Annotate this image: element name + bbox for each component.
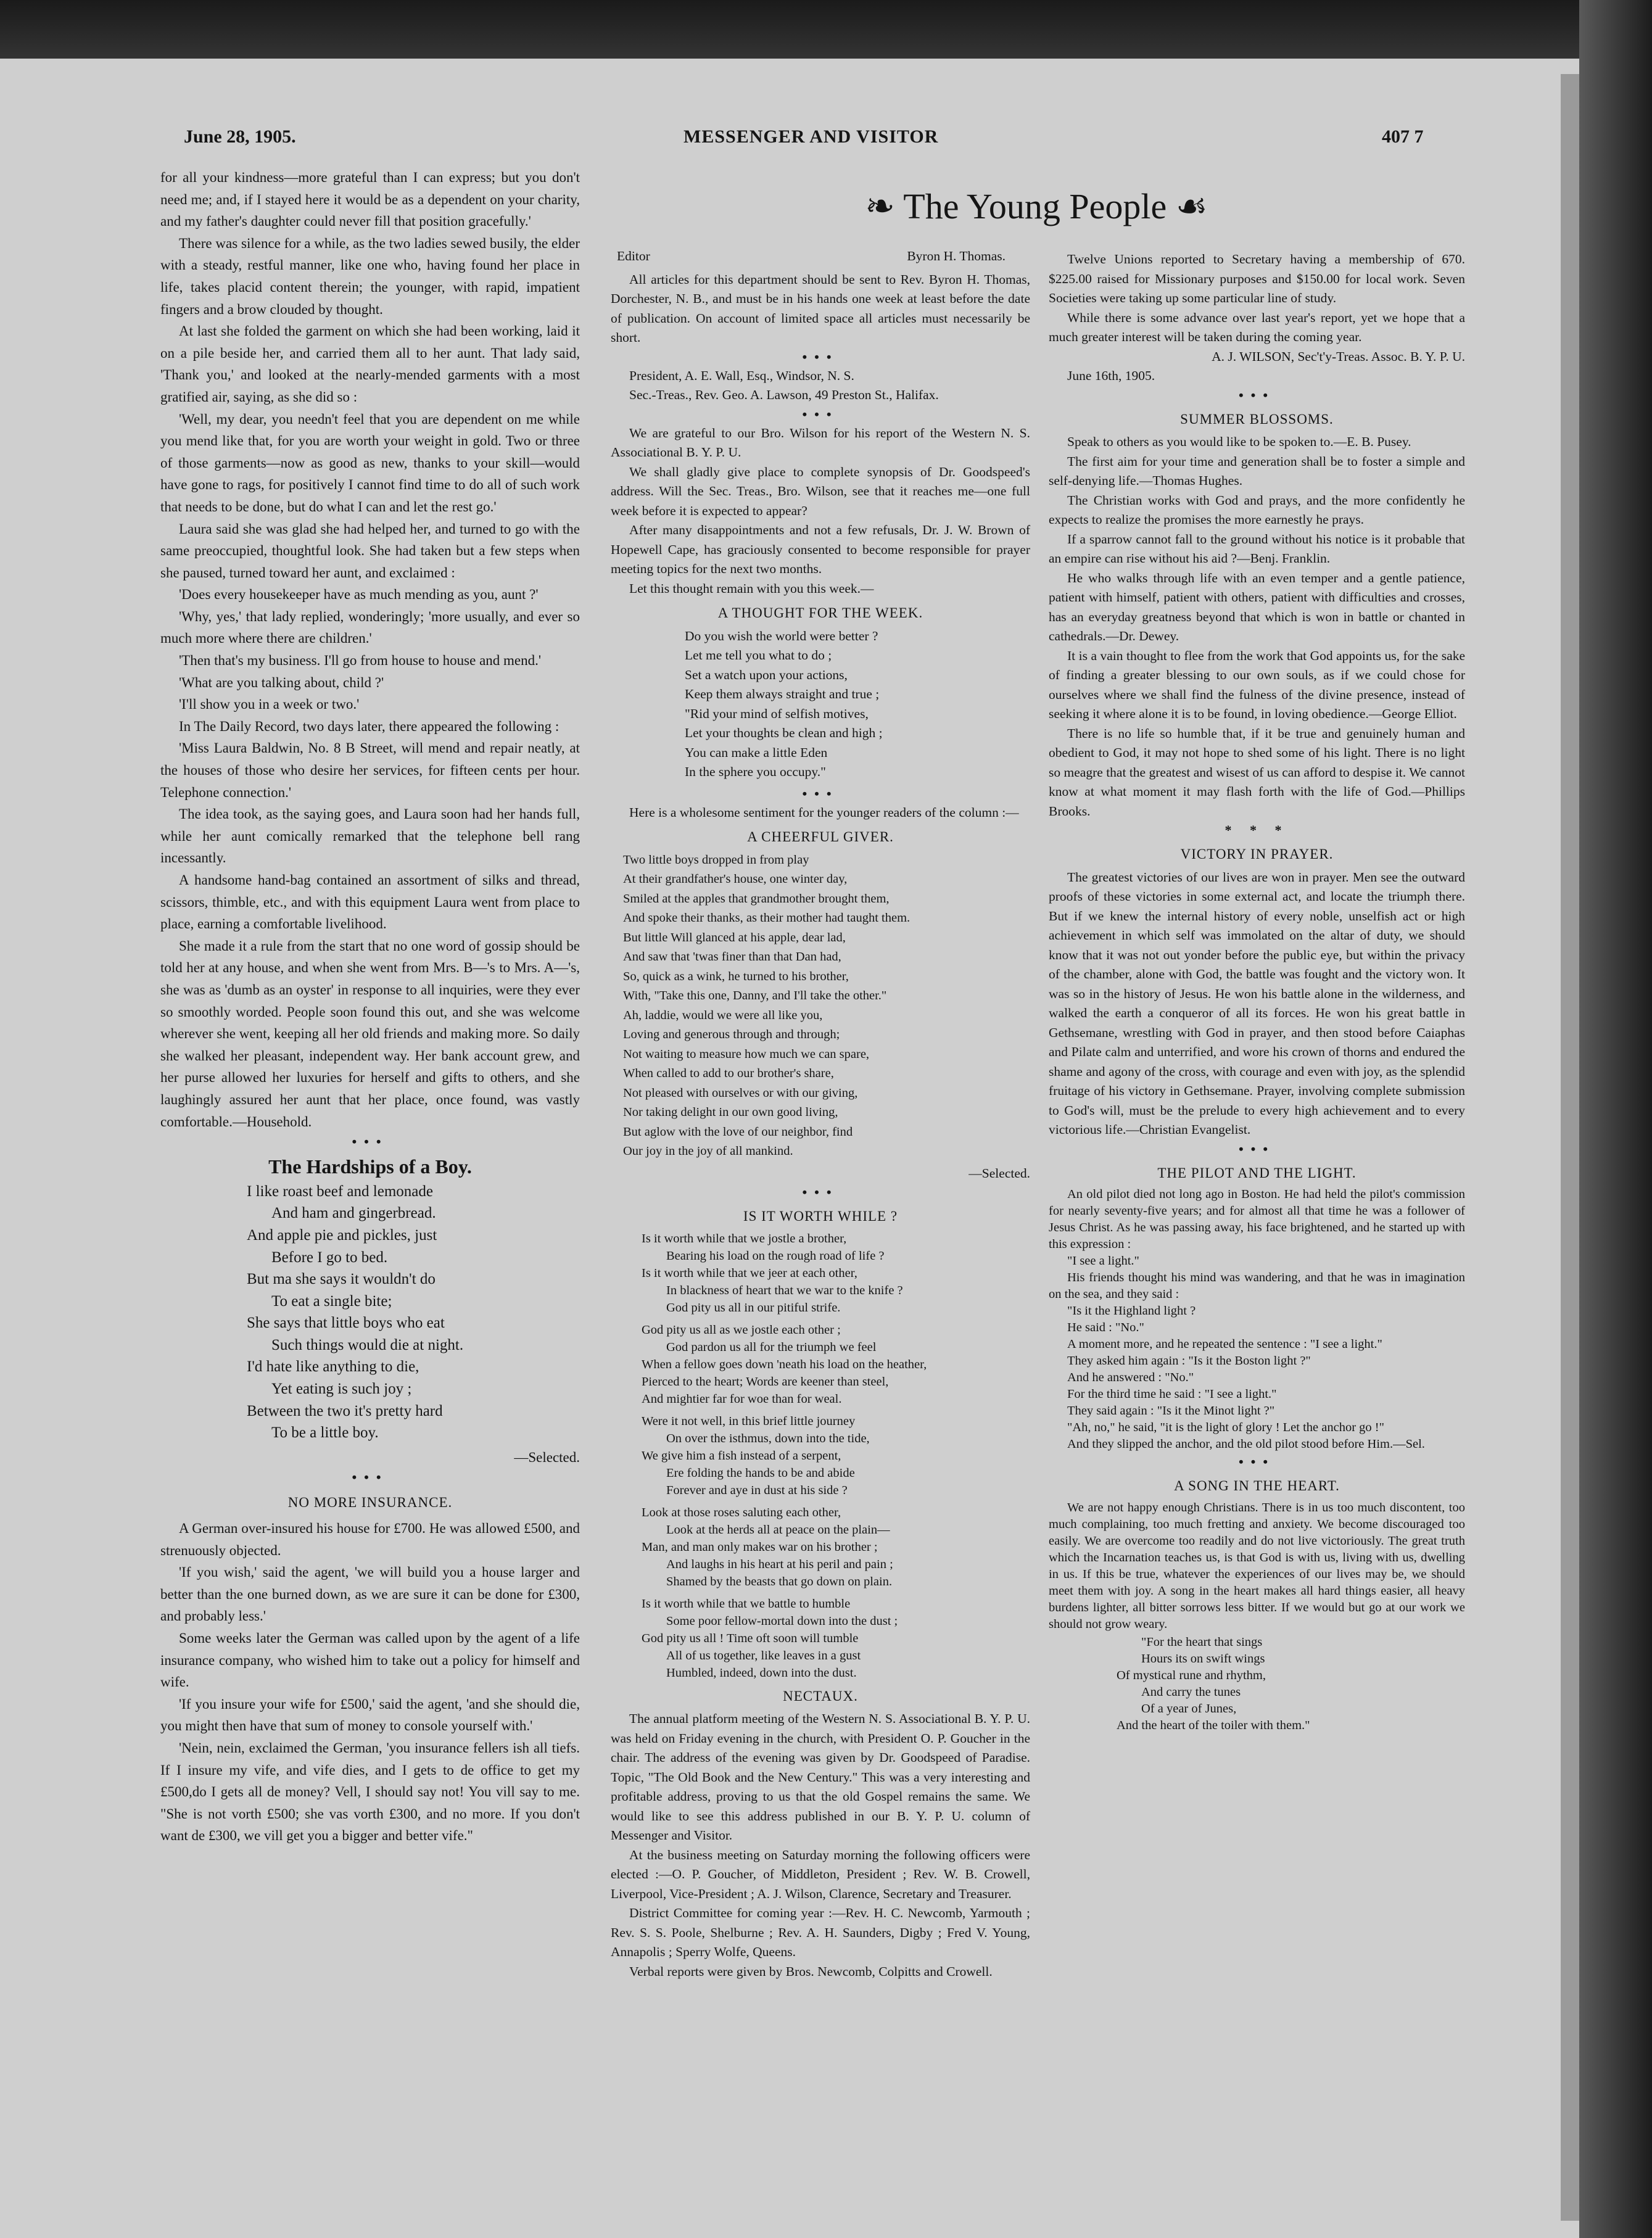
poem-line: With, "Take this one, Danny, and I'll take the other."	[623, 989, 887, 1002]
page-edge-shadow	[1561, 74, 1579, 2221]
poem-line: Loving and generous through and through;	[623, 1028, 840, 1041]
credit: —Selected.	[514, 1449, 580, 1465]
poem-line: Smiled at the apples that grandmother brought them,	[623, 891, 890, 906]
scan-border-right	[1579, 0, 1652, 2238]
poem-line: I'd hate like anything to die,	[247, 1358, 419, 1376]
paragraph: Verbal reports were given by Bros. Newcomb, Colpitts and Crowell.	[629, 1963, 993, 1979]
poem-line: Look at those roses saluting each other,	[642, 1505, 841, 1519]
poem-line: "Rid your mind of selfish motives,	[685, 706, 869, 721]
fleuron-right-icon: ☙	[1175, 186, 1208, 226]
poem-line: Two little boys dropped in from play	[623, 853, 809, 867]
paragraph: 'Well, my dear, you needn't feel that you are dependent on me while you mend like that, for you are worth your weight in gold. Two or three of those garments—now as good as new, thanks to your skill—would have gone to rags, for positively I cannot find time to do all of such work that needs to be done, but do what I can and let the rest go.'	[160, 411, 580, 514]
poem-line: Shamed by the beasts that go down on plain.	[666, 1574, 893, 1588]
paragraph: 'If you insure your wife for £500,' said the agent, 'and she should die, you might then have that sum of money to console yourself with.'	[160, 1696, 580, 1734]
poem-line: "For the heart that sings	[1141, 1635, 1263, 1649]
poem-line: Such things would die at night.	[271, 1336, 464, 1353]
issue-date: June 28, 1905.	[184, 126, 296, 147]
paragraph: An old pilot died not long ago in Boston. He had held the pilot's commission for nearly seventy-five years; and for almost all that time he was a follower of Jesus Christ. As he was passing away, his face brightened, and he started up with this expression :	[1049, 1187, 1465, 1251]
paragraph: Here is a wholesome sentiment for the younger readers of the column :—	[629, 804, 1019, 820]
poem-line: Let me tell you what to do ;	[685, 648, 832, 663]
poem-line: And the heart of the toiler with them."	[1117, 1718, 1310, 1732]
notice: All articles for this department should be sent to Rev. Byron H. Thomas, Dorchester, N. B., and must be in his hands one week at least before the date of publication. On account of limited space all articles must necessarily be short.	[611, 271, 1030, 345]
paragraph: A German over-insured his house for £700. He was allowed £500, and strenuously objected.	[160, 1521, 580, 1558]
poem-line: All of us together, like leaves in a gust	[666, 1648, 861, 1662]
section-divider: •••	[802, 785, 839, 801]
paragraph: She made it a rule from the start that no one word of gossip should be told her at any house, and when she went from Mrs. B—'s to Mrs. A—'s, she was as 'dumb as an oyster' in response to all inquiries, were they ever so smoothly worded. People soon found this out, and she was welcome wherever she went, keeping all her old friends and making more. So daily she walked her pleasant, independent way. Her bank account grew, and her purse allowed her luxuries for herself and gifts to others, and she laughingly assured her aunt that her place, once found, was vastly comfortable.—Household.	[160, 938, 580, 1129]
pilot-story	[1049, 1186, 1465, 1453]
paragraph: Some weeks later the German was called upon by the agent of a life insurance company, who wished him to take out a policy for himself and wife.	[160, 1630, 580, 1690]
poem-line: But little Will glanced at his apple, dear lad,	[623, 930, 846, 944]
poem-line: And apple pie and pickles, just	[247, 1226, 437, 1244]
poem-line: When a fellow goes down 'neath his load on the heather,	[642, 1357, 927, 1371]
paragraph: The greatest victories of our lives are won in prayer. Men see the outward proofs of these victories in some external act, and locate the triumph there. But if we knew the internal history of every noble, unselfish act or high achievement in which self was immolated on the altar of duty, we should know that it was not out yonder before the public eye, but within the privacy of the chamber, alone with God, the battle was fought and the victory won. It was so in the history of Jesus. He won his battle alone in the wilderness, and walked the earth a conqueror of all its forces. He won his great battle in Gethsemane, wrestling with God in prayer, and then stood before Caiaphas and Pilate calm and unterrified, and wore his crown of thorns and endured the shame and agony of the cross, with courage and even with joy, as the splendid fruitage of his victory in Gethsemane. Prayer, involving complete submission to God's will, must be the prelude to every high achievement and to every victorious life.—Christian Evangelist.	[1049, 869, 1465, 1137]
poem-line: Let your thoughts be clean and high ;	[685, 725, 883, 740]
poem-line: Forever and aye in dust at his side ?	[666, 1483, 848, 1497]
poem-line: Were it not well, in this brief little journey	[642, 1414, 856, 1428]
paragraph: And they slipped the anchor, and the old pilot stood before Him.—Sel.	[1067, 1437, 1425, 1451]
paragraph: We are grateful to our Bro. Wilson for his report of the Western N. S. Associational B. Y. P. U.	[611, 425, 1030, 460]
paragraph: 'Miss Laura Baldwin, No. 8 B Street, will mend and repair neatly, at the houses of those who desire her services, for fifteen cents per hour. Telephone connection.'	[160, 740, 580, 800]
poem-line: On over the isthmus, down into the tide,	[666, 1431, 870, 1445]
poem-line: I like roast beef and lemonade	[247, 1183, 433, 1200]
poem-line: Ere folding the hands to be and abide	[666, 1466, 855, 1480]
poem-line: God pity us all ! Time oft soon will tumble	[642, 1631, 859, 1645]
poem-line: Pierced to the heart; Words are keener than steel,	[642, 1374, 889, 1389]
column-3	[1049, 250, 1465, 1736]
paragraph: They asked him again : "Is it the Boston light ?"	[1067, 1354, 1311, 1368]
poem-line: She says that little boys who eat	[247, 1315, 445, 1332]
section-divider: •••	[802, 406, 839, 422]
officer-line: President, A. E. Wall, Esq., Windsor, N. S.	[629, 368, 854, 383]
poem-thought	[685, 627, 1030, 782]
poem-title: A CHEERFUL GIVER.	[747, 829, 894, 844]
signature-date: June 16th, 1905.	[1067, 368, 1155, 383]
paragraph: After many disappointments and not a few refusals, Dr. J. W. Brown of Hopewell Cape, has graciously consented to become responsible for prayer meeting topics for the next two months.	[611, 522, 1030, 576]
poem-title: A THOUGHT FOR THE WEEK.	[717, 605, 923, 621]
poem-line: And ham and gingerbread.	[271, 1205, 436, 1222]
song-text	[1049, 1500, 1465, 1633]
poem-line: Keep them always straight and true ;	[685, 687, 880, 701]
paragraph: The idea took, as the saying goes, and Laura soon had her hands full, while her aunt comically remarked that the telephone bell rang incessantly.	[160, 806, 580, 866]
poem-line: Of mystical rune and rhythm,	[1117, 1668, 1266, 1682]
paragraph: They said again : "Is it the Minot light ?"	[1067, 1404, 1275, 1418]
signature: A. J. WILSON, Sec't'y-Treas. Assoc. B. Y. P. U.	[1212, 349, 1465, 364]
section-divider: •••	[352, 1469, 389, 1485]
article-title: SUMMER BLOSSOMS.	[1180, 411, 1334, 427]
article-title: THE PILOT AND THE LIGHT.	[1157, 1165, 1357, 1181]
poem-line: Not waiting to measure how much we can spare,	[623, 1047, 870, 1061]
section-divider: •••	[1238, 1141, 1276, 1157]
poem-line: God pity us all as we jostle each other ;	[642, 1323, 841, 1337]
poem-line: Some poor fellow-mortal down into the dust ;	[666, 1614, 898, 1628]
section-divider: •••	[352, 1134, 389, 1150]
article-title: VICTORY IN PRAYER.	[1180, 846, 1334, 862]
poem-line: Set a watch upon your actions,	[685, 667, 848, 682]
paragraph: 'Does every housekeeper have as much mending as you, aunt ?'	[179, 587, 539, 603]
paragraph: It is a vain thought to flee from the work that God appoints us, for the sake of finding a greater blessing to our own souls, as if we could chose for ourselves where we shall find the fulness of the divine presence, instead of seeking it where alone it is to be found, in loving obedience.—George Elliot.	[1049, 648, 1465, 721]
officer-line: Sec.-Treas., Rev. Geo. A. Lawson, 49 Preston St., Halifax.	[629, 387, 939, 402]
poem-title: IS IT WORTH WHILE ?	[743, 1208, 898, 1224]
paragraph: For the third time he said : "I see a light."	[1067, 1387, 1277, 1401]
poem-line: Ah, laddie, would we were all like you,	[623, 1008, 823, 1022]
paragraph: District Committee for coming year :—Rev. H. C. Newcomb, Yarmouth ; Rev. S. S. Poole, Shelburne ; Rev. A. H. Saunders, Digby ; Fred V. Young, Annapolis ; Sperry Wolfe, Queens.	[611, 1906, 1030, 1959]
paragraph: The Christian works with God and prays, and the more confidently he expects to realize the promises the more earnestly he prays.	[1049, 492, 1465, 527]
paragraph: At last she folded the garment on which she had been working, laid it on a pile beside her, and carried them all to her aunt. That lady said, 'Thank you,' and looked at the nearly-mended garments with a most gratified air, saying, as she did so :	[160, 323, 580, 405]
editor-line	[617, 247, 1006, 266]
poem-line: Hours its on swift wings	[1141, 1651, 1265, 1666]
paragraph: Speak to others as you would like to be spoken to.—E. B. Pusey.	[1067, 434, 1411, 449]
paragraph: A handsome hand-bag contained an assortment of silks and thread, scissors, thimble, etc., and with this equipment Laura went from place to place, earning a comfortable livelihood.	[160, 872, 580, 932]
poem-line: Do you wish the world were better ?	[685, 628, 878, 643]
article-title: NECTAUX.	[783, 1688, 858, 1704]
poem-line: Before I go to bed.	[271, 1249, 388, 1266]
poem-line: Yet eating is such joy ;	[271, 1381, 412, 1398]
paragraph: There is no life so humble that, if it be true and genuinely human and obedient to God, it may not hope to shed some of his light. There is no light so meagre that the greatest and wisest of us can afford to despise it. We cannot know at what moment it may flash forth with the life of God.—Phillips Brooks.	[1049, 725, 1465, 819]
story-continuation	[160, 167, 580, 1133]
poem-line: You can make a little Eden	[685, 745, 828, 760]
credit: —Selected.	[968, 1165, 1030, 1181]
poem-line: Is it worth while that we jostle a brother,	[642, 1231, 847, 1245]
paragraph: At the business meeting on Saturday morning the following officers were elected :—O. P. Goucher, of Middleton, President ; Rev. W. B. Crowell, Liverpool, Vice-President ; A. J. Wilson, Clarence, Secretary and Treasurer.	[611, 1847, 1030, 1901]
paragraph: "Is it the Highland light ?	[1067, 1304, 1196, 1318]
poem-line: And carry the tunes	[1141, 1685, 1241, 1699]
paragraph: While there is some advance over last year's report, yet we hope that a much greater interest will be taken during the coming year.	[1049, 310, 1465, 344]
paragraph: His friends thought his mind was wandering, and that he was in imagination on the sea, and they said :	[1049, 1271, 1465, 1301]
poem-line: Man, and man only makes war on his brother ;	[642, 1540, 878, 1554]
paragraph: He who walks through life with an even temper and a gentle patience, patient with himself, patient with others, patient with difficulties and crosses, has an everyday greatness beyond that which is won in battle or chanted in cathedrals.—Dr. Dewey.	[1049, 570, 1465, 643]
paragraph: And he answered : "No."	[1067, 1371, 1194, 1384]
column-2	[611, 247, 1030, 1981]
poem-line: Is it worth while that we battle to humble	[642, 1596, 851, 1611]
section-divider: •••	[802, 1184, 839, 1200]
section-divider: * * *	[1225, 822, 1289, 838]
paragraph: 'If you wish,' said the agent, 'we will build you a house larger and better than the one burned down, as we are sure it can be done for £300, and probably less.'	[160, 1564, 580, 1624]
fleuron-left-icon: ❧	[865, 186, 895, 226]
poem-line: At their grandfather's house, one winter day,	[623, 872, 848, 886]
paragraph: We shall gladly give place to complete synopsis of Dr. Goodspeed's address. Will the Sec. Treas., Bro. Wilson, see that it reaches me—one full week before it is expected to appear?	[611, 464, 1030, 518]
paragraph: 'Nein, nein, exclaimed the German, 'you insurance fellers ish all tiefs. If I insure my vife, and vife dies, and I gets to de office to get my £500,do I gets all de money? Vell, I should say not! You vill say to me. "She is not vorth £500; she vas vorth £300, and no more. If you don't want de £300, we vill get you a bigger and better vife."	[160, 1740, 580, 1844]
poem-line: We give him a fish instead of a serpent,	[642, 1448, 841, 1463]
page-number: 407 7	[1382, 126, 1424, 147]
masthead: MESSENGER AND VISITOR	[684, 126, 939, 147]
poem-line: In blackness of heart that we war to the knife ?	[666, 1283, 903, 1297]
poem-line: And mightier far for woe than for weal.	[642, 1392, 842, 1406]
poem-line: To eat a single bite;	[271, 1292, 392, 1310]
poem-hardships	[247, 1181, 580, 1444]
poem-line: Our joy in the joy of all mankind.	[623, 1144, 793, 1158]
section-divider: •••	[1238, 1454, 1276, 1469]
poem-line: So, quick as a wink, he turned to his brother,	[623, 969, 849, 983]
section-divider: •••	[1238, 387, 1276, 403]
editor-name: Byron H. Thomas.	[907, 249, 1006, 263]
paragraph: 'Why, yes,' that lady replied, wonderingly; 'more usually, and ever so much more where there are children.'	[160, 608, 580, 646]
paragraph: 'Then that's my business. I'll go from house to house and mend.'	[179, 653, 542, 669]
poem-line: In the sphere you occupy."	[685, 764, 826, 779]
poem-line: And spoke their thanks, as their mother had taught them.	[623, 911, 911, 925]
poem-line: Is it worth while that we jeer at each other,	[642, 1266, 857, 1280]
paragraph: 'What are you talking about, child ?'	[179, 674, 384, 690]
poem-song	[1117, 1634, 1465, 1734]
editor-label: Editor	[617, 249, 650, 263]
poem-line: Of a year of Junes,	[1141, 1701, 1237, 1716]
paragraph: In The Daily Record, two days later, there appeared the following :	[179, 718, 560, 734]
paragraph: The first aim for your time and generation shall be to foster a simple and self-denying life.—Thomas Hughes.	[1049, 453, 1465, 488]
paragraph: There was silence for a while, as the two ladies sewed busily, the elder with a steady, restful manner, like one who, having found her place in life, takes placid content therein; the younger, with rapid, impatient fingers and a brow clouded by thought.	[160, 235, 580, 317]
paragraph: 'I'll show you in a week or two.'	[179, 696, 360, 712]
paragraph: Twelve Unions reported to Secretary having a membership of 670. $225.00 raised for Missionary purposes and $150.00 for local work. Seven Societies were taking up some particular line of study.	[1049, 252, 1465, 305]
paragraph: Laura said she was glad she had helped her, and turned to go with the same preoccupied, thoughtful look. She had taken but a few steps when she paused, turned toward her aunt, and exclaimed :	[160, 521, 580, 580]
article-title: A SONG IN THE HEART.	[1174, 1478, 1340, 1493]
poem-title: The Hardships of a Boy.	[268, 1155, 472, 1178]
poem-line: God pardon us all for the triumph we feel	[666, 1340, 877, 1354]
poem-line: Bearing his load on the rough road of life ?	[666, 1249, 885, 1263]
poem-line: To be a little boy.	[271, 1424, 379, 1442]
poem-line: But aglow with the love of our neighbor, find	[623, 1125, 853, 1139]
poem-line: Not pleased with ourselves or with our giving,	[623, 1086, 858, 1100]
paragraph: He said : "No."	[1067, 1321, 1144, 1334]
paragraph: "Ah, no," he said, "it is the light of glory ! Let the anchor go !"	[1067, 1421, 1384, 1434]
paragraph: "I see a light."	[1067, 1254, 1139, 1268]
paragraph: Let this thought remain with you this week.—	[629, 580, 874, 596]
section-divider: •••	[802, 349, 839, 365]
paragraph: for all your kindness—more grateful than I can express; but you don't need me; and, if I stayed here it would be as a dependent on your charity, and my father's daughter could never fill that position gracefully.'	[160, 170, 580, 229]
poem-worth	[642, 1230, 1030, 1682]
poem-line: Look at the herds all at peace on the plain—	[666, 1522, 890, 1537]
poem-line: And saw that 'twas finer than that Dan had,	[623, 950, 841, 964]
poem-giver	[623, 851, 1030, 1162]
poem-line: God pity us all in our pitiful strife.	[666, 1300, 841, 1315]
section-title-text: The Young People	[903, 186, 1167, 226]
column-1	[160, 167, 580, 1847]
poem-line: But ma she says it wouldn't do	[247, 1271, 436, 1288]
paragraph: We are not happy enough Christians. There is in us too much discontent, too much complaining, too much fretting and anxiety. We become discouraged too easily. We are overcome too readily and do not live victoriously. The great truth which the Incarnation teaches us, is that God is with us, living with us, dwelling in us. If this be true, whatever the experiences of our lives may be, we should meet them with joy. A song in the heart makes all hard things easier, all heavy burdens lighter, all bitter sorrows less bitter. If we would but go at our work we should not grow weary.	[1049, 1500, 1465, 1631]
article-title: NO MORE INSURANCE.	[287, 1495, 453, 1511]
paragraph: A moment more, and he repeated the sentence : "I see a light."	[1067, 1337, 1382, 1351]
poem-line: Humbled, indeed, down into the dust.	[666, 1666, 857, 1680]
paragraph: If a sparrow cannot fall to the ground without his notice is it probable that an empire can rise without his aid ?—Benj. Franklin.	[1049, 531, 1465, 566]
poem-line: Between the two it's pretty hard	[247, 1402, 443, 1419]
poem-line: And laughs in his heart at his peril and pain ;	[666, 1557, 893, 1571]
poem-line: When called to add to our brother's share,	[623, 1067, 834, 1080]
section-title	[851, 185, 1221, 227]
paragraph: The annual platform meeting of the Western N. S. Associational B. Y. P. U. was held on Friday evening in the church, with President O. P. Goucher in the chair. The address of the evening was given by Dr. Goodspeed of Paradise. Topic, "The Old Book and the New Century." This was a very interesting and profitable address, proving to us that the old Gospel remains the same. We would like to see this address published in our B. Y. P. U. column of Messenger and Visitor.	[611, 1711, 1030, 1843]
poem-line: Nor taking delight in our own good living,	[623, 1105, 838, 1119]
